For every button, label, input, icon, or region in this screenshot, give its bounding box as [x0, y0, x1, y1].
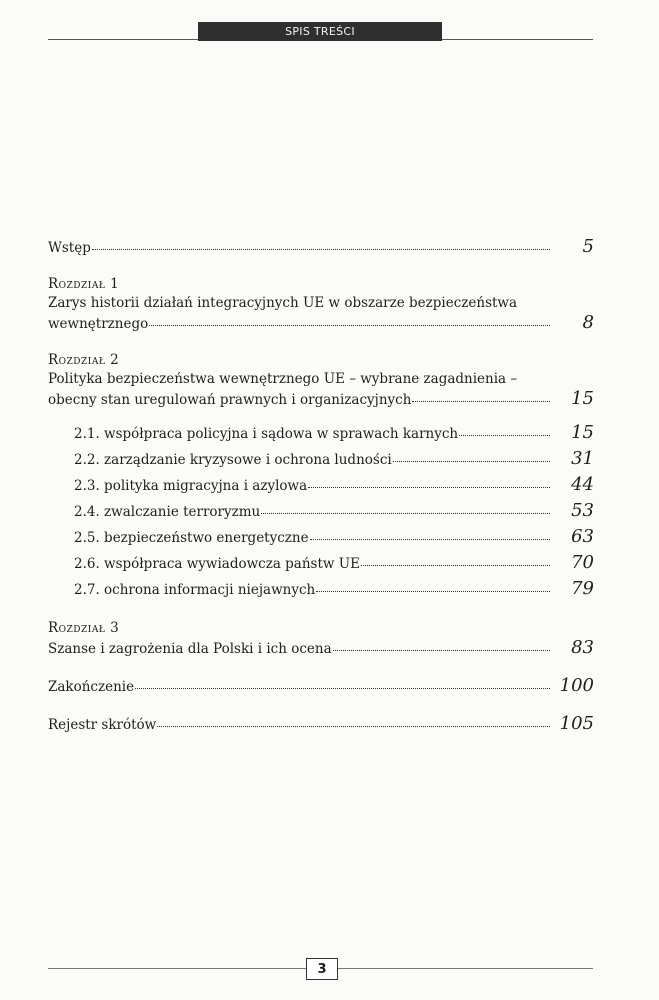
toc-page-number: 15: [571, 421, 594, 443]
toc-page-number: 63: [571, 525, 594, 547]
toc-page-number: 79: [571, 577, 594, 599]
dot-leader: [393, 461, 550, 462]
toc-page-number: 31: [571, 447, 594, 469]
dot-leader: [333, 650, 550, 651]
table-of-contents: [48, 237, 594, 735]
dot-leader: [308, 487, 550, 488]
dot-leader: [361, 565, 550, 566]
toc-section-2-1[interactable]: [48, 420, 594, 446]
dot-leader: [92, 249, 550, 250]
toc-section-2-6[interactable]: [48, 550, 594, 576]
toc-entry-chapter-2[interactable]: [48, 351, 594, 410]
chapter-title: Polityka bezpieczeństwa wewnętrznego UE – wybrane zagadnienia –: [48, 371, 518, 387]
toc-entry-conclusion[interactable]: [48, 676, 594, 697]
section-label: 2.7. ochrona informacji niejawnych: [74, 581, 316, 598]
toc-section-2-4[interactable]: [48, 498, 594, 524]
toc-page-number: 53: [571, 499, 594, 521]
toc-page-number: 44: [571, 473, 594, 495]
toc-page-number: 5: [582, 236, 594, 257]
section-label: 2.4. zwalczanie terroryzmu: [74, 503, 261, 520]
section-label: 2.5. bezpieczeństwo energetyczne: [74, 529, 309, 546]
footer-rule-right: [338, 968, 593, 969]
section-label: 2.2. zarządzanie kryzysowe i ochrona ludności: [74, 451, 392, 468]
toc-page-number: 70: [571, 551, 594, 573]
dot-leader: [459, 435, 550, 436]
dot-leader: [135, 688, 550, 689]
footer-rule-left: [48, 968, 308, 969]
toc-page-number: 105: [559, 713, 594, 734]
toc-page-number: 15: [571, 388, 594, 409]
toc-entry-chapter-3[interactable]: [48, 619, 594, 659]
page-header-title: SPIS TREŚCI: [198, 22, 442, 41]
toc-entry-label: Zakończenie: [48, 679, 135, 695]
dot-leader: [149, 325, 550, 326]
page-number: 3: [306, 958, 338, 980]
toc-section-2-5[interactable]: [48, 524, 594, 550]
toc-page-number: 8: [582, 312, 594, 333]
section-label: 2.3. polityka migracyjna i azylowa: [74, 477, 308, 494]
toc-section-2-7[interactable]: [48, 576, 594, 602]
chapter-label: Rozdział 2: [48, 352, 120, 368]
section-label: 2.1. współpraca policyjna i sądowa w sprawach karnych: [74, 425, 459, 442]
toc-page-number: 100: [559, 675, 594, 696]
dot-leader: [261, 513, 550, 514]
section-label: 2.6. współpraca wywiadowcza państw UE: [74, 555, 360, 572]
chapter-title: Szanse i zagrożenia dla Polski i ich ocena: [48, 641, 332, 657]
toc-entry-label: Wstęp: [48, 240, 91, 256]
toc-entry-chapter-1[interactable]: [48, 275, 594, 334]
toc-entry-intro[interactable]: [48, 237, 594, 258]
chapter-title-cont: obecny stan uregulowań prawnych i organizacyjnych: [48, 392, 412, 408]
dot-leader: [412, 401, 550, 402]
chapter-label: Rozdział 3: [48, 620, 120, 636]
toc-entry-abbreviations[interactable]: [48, 714, 594, 735]
toc-page-number: 83: [571, 637, 594, 658]
dot-leader: [157, 726, 550, 727]
chapter-label: Rozdział 1: [48, 276, 120, 292]
dot-leader: [316, 591, 550, 592]
dot-leader: [310, 539, 550, 540]
chapter-title: Zarys historii działań integracyjnych UE w obszarze bezpieczeństwa: [48, 295, 518, 311]
toc-entry-label: Rejestr skrótów: [48, 717, 157, 733]
toc-section-2-2[interactable]: [48, 446, 594, 472]
toc-section-2-3[interactable]: [48, 472, 594, 498]
chapter-title-cont: wewnętrznego: [48, 316, 149, 332]
